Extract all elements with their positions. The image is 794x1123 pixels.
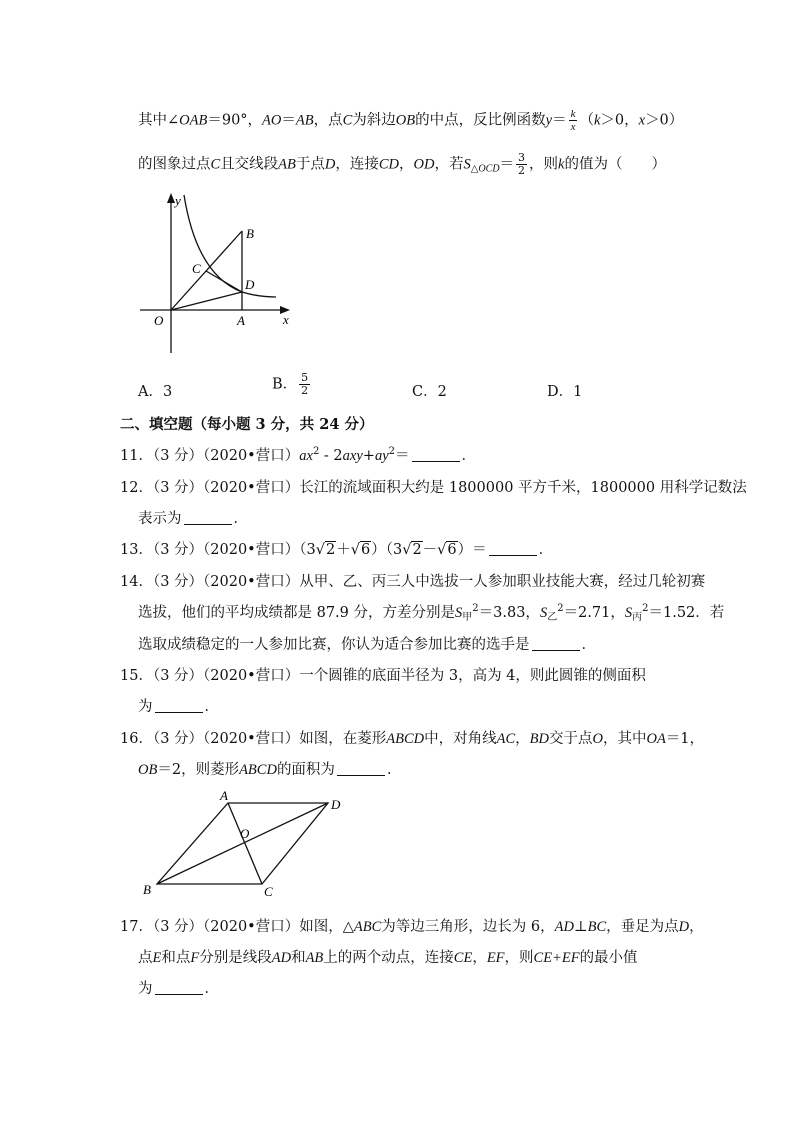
sqrt-6: √6 xyxy=(350,542,371,558)
y-axis-arrow xyxy=(167,193,175,203)
label-a: A xyxy=(220,788,228,803)
q14-line3: 选取成绩稳定的一人参加比赛，你认为适合参加比赛的选手是 ． xyxy=(138,637,596,653)
q17-line3: 为 ． xyxy=(138,981,219,997)
q13-answer-blank[interactable] xyxy=(489,541,537,556)
sqrt-2: √2 xyxy=(402,542,422,558)
label-o: O xyxy=(154,313,164,328)
q11-answer-blank[interactable] xyxy=(412,447,460,462)
q13: 13．（3 分）（2020•营口）（3√2＋√6）（3√2－√6）＝ ． xyxy=(120,542,554,558)
q17-answer-blank[interactable] xyxy=(155,980,203,995)
q16-line2: OB＝2，则菱形ABCD的面积为 ． xyxy=(138,762,402,778)
fraction-3-over-2: $\frac{3}{2}$ xyxy=(518,151,526,177)
q10-line2: 的图象过点C且交线段AB于点D，连接CD，OD，若$S_{\triangle OCD}=$ $\frac{3}{2}$ ，则k的值为（ ） xyxy=(138,151,666,177)
q12-answer-blank[interactable] xyxy=(184,510,232,525)
label-d: D xyxy=(331,797,341,812)
sqrt-2: √2 xyxy=(315,542,336,558)
option-c: C．2 xyxy=(412,384,447,400)
label-b: B xyxy=(246,226,254,241)
label-c: C xyxy=(264,884,273,899)
section-2-heading: 二、填空题（每小题 3 分，共 24 分） xyxy=(120,416,374,433)
label-d: D xyxy=(245,277,255,292)
diagonal-bd xyxy=(157,803,328,884)
q16-answer-blank[interactable] xyxy=(337,761,385,776)
segment-od xyxy=(171,292,242,310)
label-o: O xyxy=(240,826,250,841)
q17-line2: 点E和点F分别是线段AD和AB上的两个动点，连接CE，EF，则CE+EF的最小值 xyxy=(138,950,638,966)
q14-answer-blank[interactable] xyxy=(532,636,580,651)
q14-line2: 选拔，他们的平均成绩都是 87.9 分，方差分别是$S_甲^2=3.83$，$S_乙^2=2.71$，$S_丙^2=1.52$．若 xyxy=(138,603,725,623)
hyperbola-curve xyxy=(184,195,276,297)
sqrt-6: √6 xyxy=(437,542,457,558)
q15-line2: 为 ． xyxy=(138,699,219,715)
label-a: A xyxy=(237,313,245,328)
q16-line1: 16．（3 分）（2020•营口）如图，在菱形ABCD中，对角线AC，BD交于点O，其中OA＝1， xyxy=(120,731,705,747)
label-y: y xyxy=(175,193,181,208)
option-b: B． $\frac{5}{2}$ xyxy=(272,371,309,397)
q14-line1: 14．（3 分）（2020•营口）从甲、乙、丙三人中选拔一人参加职业技能大赛，经过几轮初赛 xyxy=(120,574,706,590)
diagonal-ac xyxy=(228,803,262,884)
option-d: D．1 xyxy=(547,384,583,400)
q15-answer-blank[interactable] xyxy=(155,698,203,713)
q15-line1: 15．（3 分）（2020•营口）一个圆锥的底面半径为 3，高为 4，则此圆锥的侧面积 xyxy=(120,668,646,684)
q16-rhombus-figure xyxy=(135,788,355,900)
q12-line2: 表示为 ． xyxy=(138,511,248,527)
option-a: A．3 xyxy=(138,384,173,400)
label-b: B xyxy=(143,882,151,897)
q17-line1: 17．（3 分）（2020•营口）如图，△ABC为等边三角形，边长为 6，AD⊥BC，垂足为点D， xyxy=(120,919,704,935)
q12-line1: 12．（3 分）（2020•营口）长江的流域面积大约是 1800000 平方千米，1800000 用科学记数法 xyxy=(120,480,747,496)
q10-coordinate-figure xyxy=(130,185,310,360)
fraction-k-over-x: $\frac{k}{x}$ xyxy=(570,108,576,133)
segment-ob xyxy=(171,231,242,310)
label-x: x xyxy=(283,312,289,327)
q10-line1: 其中∠OAB＝90°，AO＝AB，点C为斜边OB的中点，反比例函数y＝ $\frac{k}{x}$ （k＞0，x＞0） xyxy=(138,108,684,133)
q11: 11．（3 分）（2020•营口）$ax^2 - 2axy+ay^2=$ ． xyxy=(120,446,476,464)
label-c: C xyxy=(192,261,201,276)
